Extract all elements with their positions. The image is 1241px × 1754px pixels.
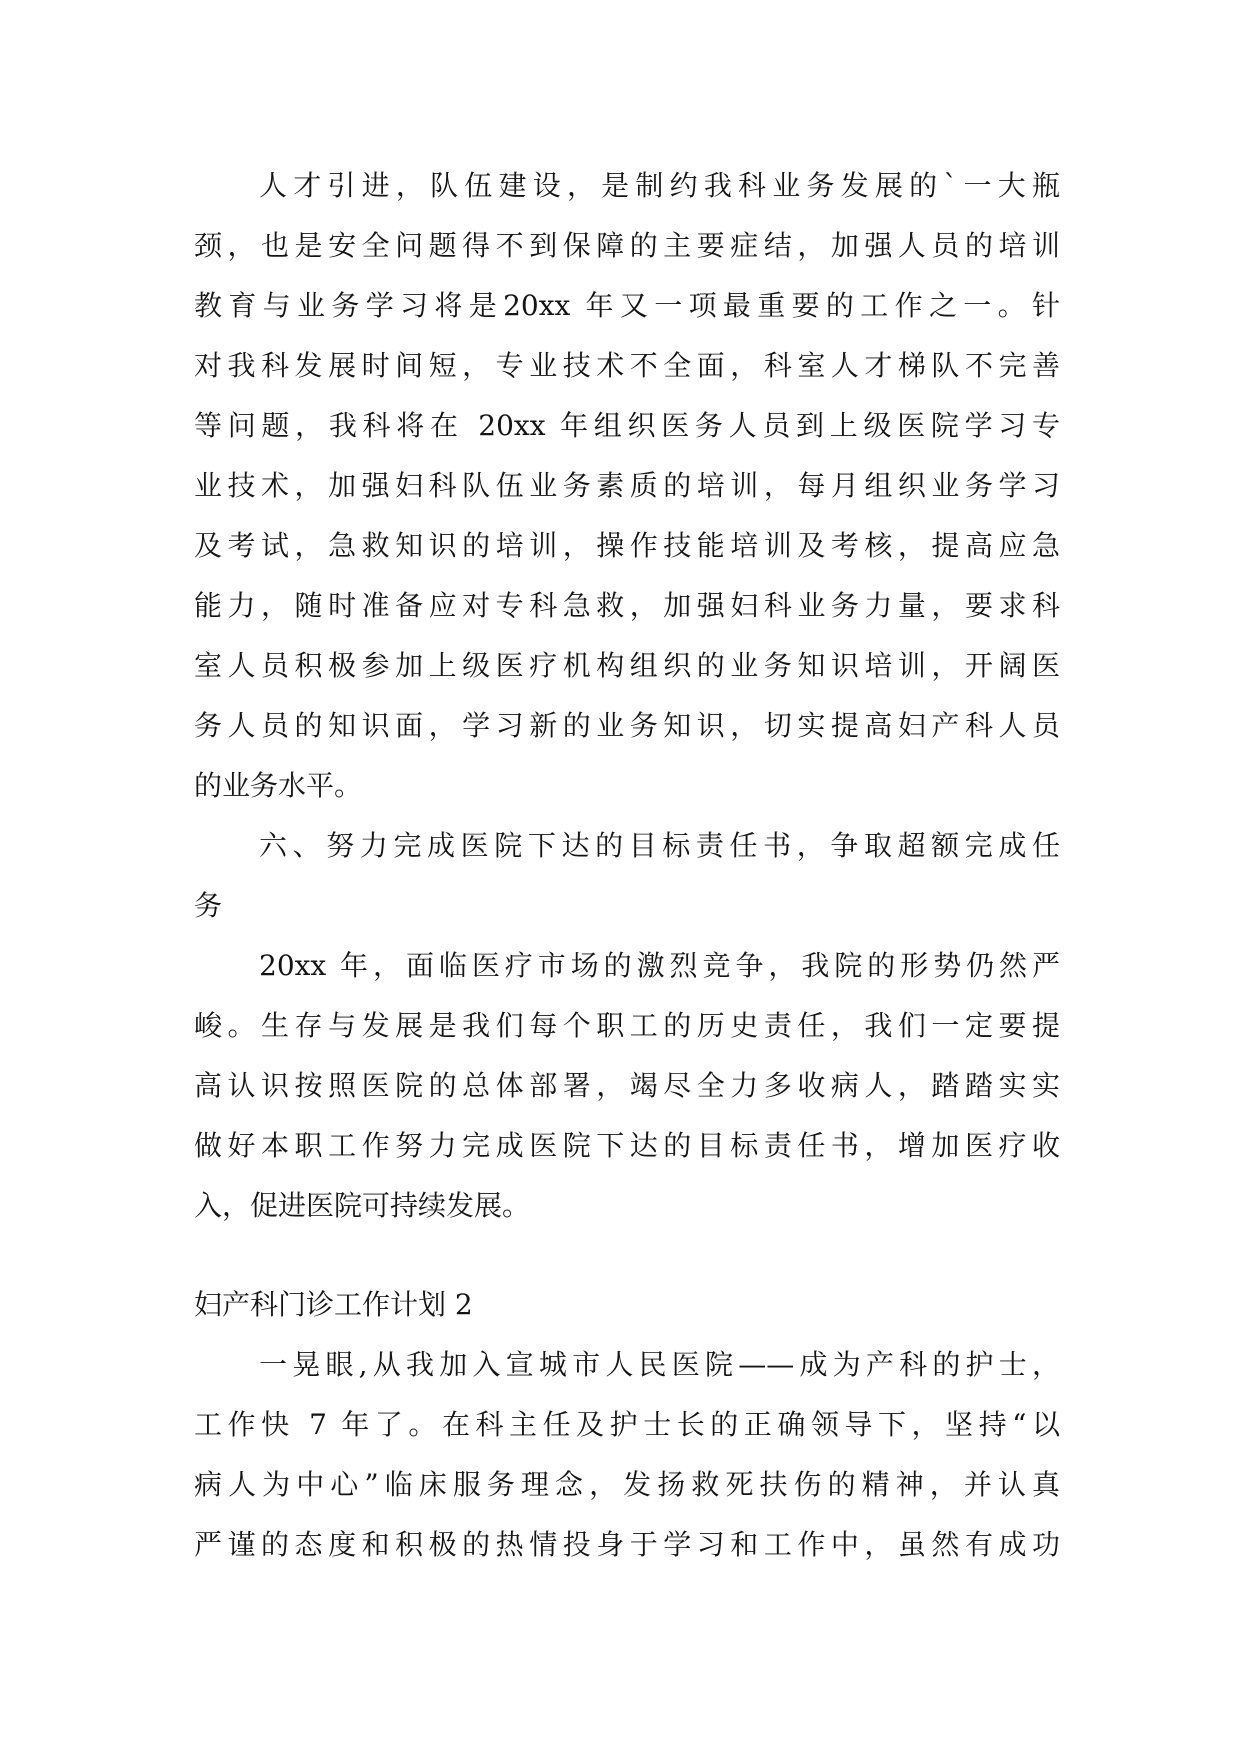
text-line: 高认识按照医院的总体部署，竭尽全力多收病人，踏踏实实 <box>194 1069 1060 1102</box>
text-line: 病人为中心”临床服务理念，发扬救死扶伤的精神，并认真 <box>194 1468 1060 1501</box>
paragraph-intro <box>194 1335 1060 1575</box>
text-line: 业技术，加强妇科队伍业务素质的培训，每月组织业务学习 <box>194 469 1060 502</box>
text-line: 六、努力完成医院下达的目标责任书，争取超额完成任 <box>259 829 1060 862</box>
text-line: 一晃眼,从我加入宣城市人民医院——成为产科的护士， <box>259 1348 1060 1381</box>
section-heading: 妇产科门诊工作计划 2 <box>194 1288 473 1321</box>
text-line: 峻。生存与发展是我们每个职工的历史责任，我们一定要提 <box>194 1009 1060 1042</box>
text-line: 教育与业务学习将是20xx 年又一项最重要的工作之一。针 <box>194 289 1060 322</box>
paragraph-section-six-title <box>194 816 1060 936</box>
text-line: 20xx 年，面临医疗市场的激烈竞争，我院的形势仍然严 <box>259 949 1060 982</box>
text-line: 务 <box>194 889 223 922</box>
text-line: 工作快 7 年了。在科主任及护士长的正确领导下，坚持“以 <box>194 1408 1060 1441</box>
paragraph-talent-building <box>194 156 1060 816</box>
text-line: 等问题，我科将在 20xx 年组织医务人员到上级医院学习专 <box>194 409 1060 442</box>
text-line: 颈，也是安全问题得不到保障的主要症结，加强人员的培训 <box>194 229 1060 262</box>
document-body <box>194 156 1060 1575</box>
text-line: 做好本职工作努力完成医院下达的目标责任书，增加医疗收 <box>194 1129 1060 1162</box>
text-line: 严谨的态度和积极的热情投身于学习和工作中，虽然有成功 <box>194 1528 1060 1561</box>
text-line: 务人员的知识面，学习新的业务知识，切实提高妇产科人员 <box>194 709 1060 742</box>
text-line: 室人员积极参加上级医疗机构组织的业务知识培训，开阔医 <box>194 649 1060 682</box>
text-line: 能力，随时准备应对专科急救，加强妇科业务力量，要求科 <box>194 589 1060 622</box>
text-line: 人才引进，队伍建设，是制约我科业务发展的`一大瓶 <box>259 169 1060 202</box>
text-line: 对我科发展时间短，专业技术不全面，科室人才梯队不完善 <box>194 349 1060 382</box>
text-line: 入，促进医院可持续发展。 <box>194 1189 531 1222</box>
paragraph-targets <box>194 936 1060 1236</box>
text-line: 及考试，急救知识的培训，操作技能培训及考核，提高应急 <box>194 529 1060 562</box>
text-line: 的业务水平。 <box>194 769 363 802</box>
